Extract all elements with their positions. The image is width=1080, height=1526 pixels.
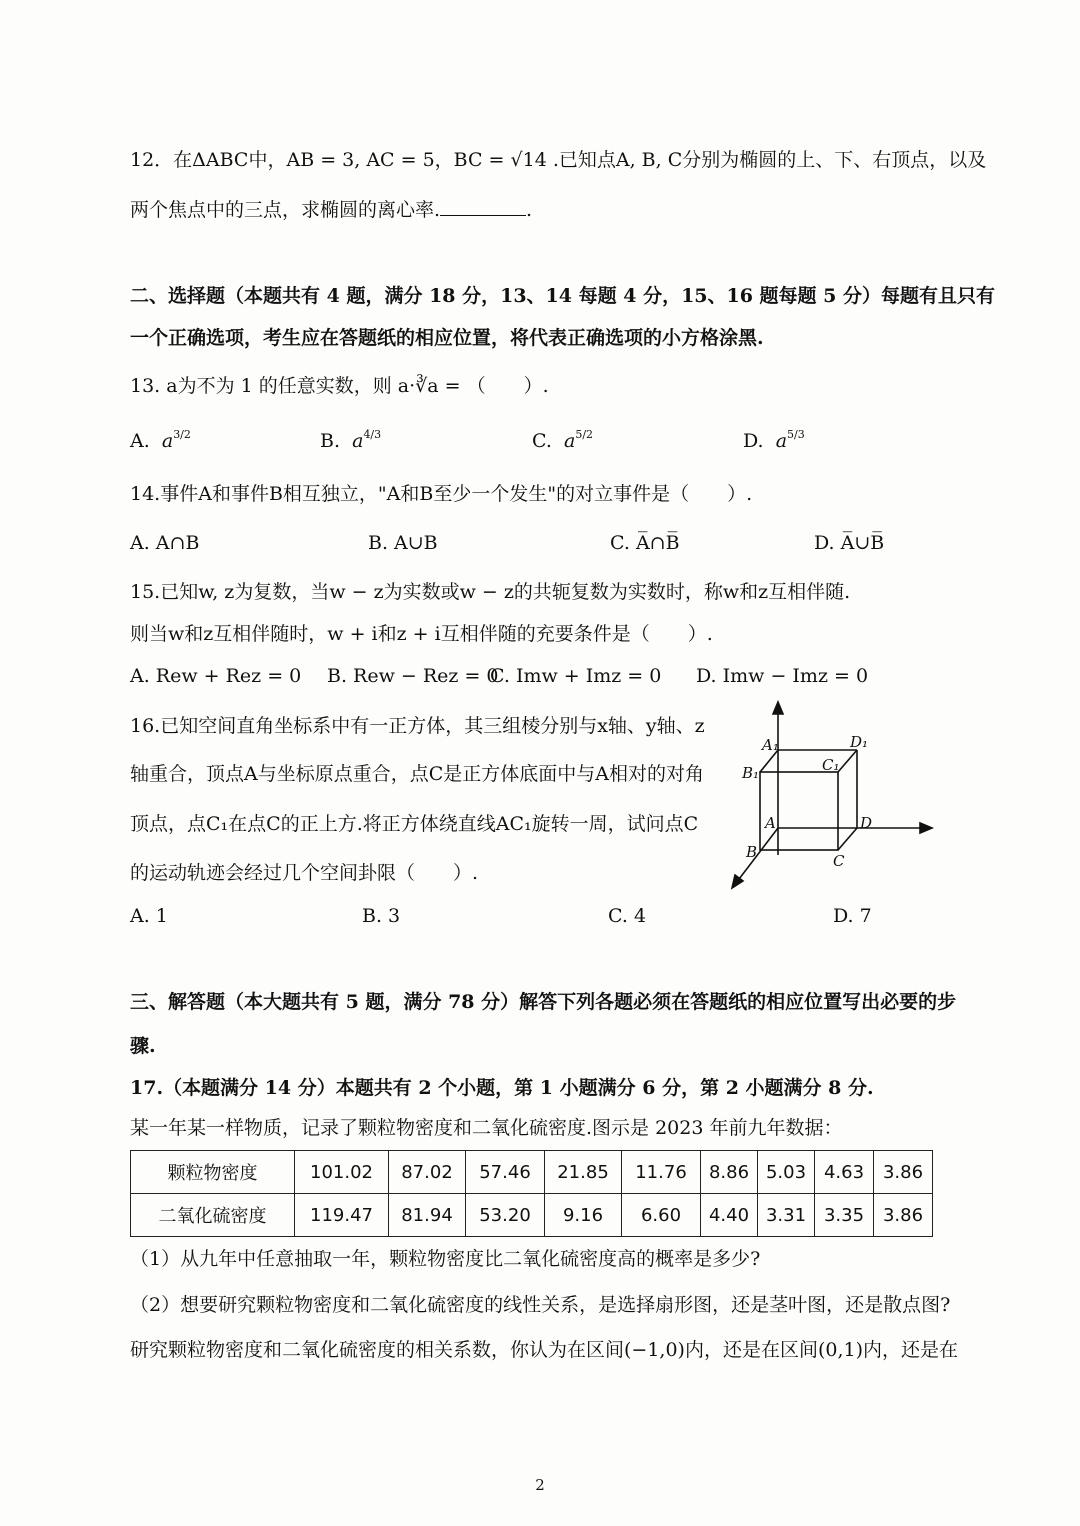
label-d1: D₁ [850, 733, 869, 751]
q13-option-d-label: D. [743, 430, 764, 452]
q13-option-b-label: B. [320, 430, 341, 452]
density-table [130, 1150, 933, 1237]
q13-option-c-exp: 5/2 [575, 428, 594, 441]
q13-option-c [532, 428, 593, 454]
table-cell: 3.35 [815, 1194, 874, 1237]
q15-line1: 15.已知w, z为复数，当w − z为实数或w − z的共轭复数为实数时，称w和z互相伴随. [130, 581, 851, 603]
table-cell: 9.16 [545, 1194, 622, 1237]
q13-stem: 13. a为不为 1 的任意实数，则 a·∛a = （ ）. [130, 375, 549, 397]
q13-option-b-exp: 4/3 [363, 428, 382, 441]
table-cell: 3.86 [874, 1151, 933, 1194]
q16-option-a: A. 1 [130, 905, 168, 927]
q17-header: 17.（本题满分 14 分）本题共有 2 个小题，第 1 小题满分 6 分，第 2 小题满分 8 分. [130, 1077, 874, 1099]
q14-option-b: B. A∪B [368, 532, 438, 554]
y-axis-arrow [920, 823, 932, 833]
q15-option-c: C. Imw + Imz = 0 [490, 665, 662, 687]
q14-option-d: D. A̅∪B̅ [814, 532, 885, 554]
label-a1: A₁ [762, 736, 779, 754]
table-cell: 4.40 [701, 1194, 758, 1237]
z-axis-arrow [773, 702, 783, 714]
table-cell: 53.20 [466, 1194, 545, 1237]
q17-sub1: （1）从九年中任意抽取一年，颗粒物密度比二氧化硫密度高的概率是多少? [130, 1248, 761, 1270]
edge-c1d1 [838, 750, 857, 772]
label-a: A [765, 814, 776, 832]
q12-line1: 12．在ΔABC中，AB = 3, AC = 5，BC = √14 .已知点A, B, C分别为椭圆的上、下、右顶点，以及 [130, 149, 987, 171]
q12-line2-end: . [526, 199, 533, 221]
table-cell: 8.86 [701, 1151, 758, 1194]
row-label-so2: 二氧化硫密度 [131, 1194, 295, 1237]
q15-option-a: A. Rew + Rez = 0 [130, 665, 302, 687]
q15-line2: 则当w和z互相伴随时，w + i和z + i互相伴随的充要条件是（ ）. [130, 623, 713, 645]
q17-sub2: （2）想要研究颗粒物密度和二氧化硫密度的线性关系，是选择扇形图，还是茎叶图，还是散点图? [130, 1294, 951, 1316]
table-row [131, 1151, 933, 1194]
table-cell: 119.47 [295, 1194, 389, 1237]
q13-option-c-base: a [564, 430, 576, 452]
section3-heading-line2: 骤. [130, 1035, 156, 1057]
q16-line3: 顶点，点C₁在点C的正上方.将正方体绕直线AC₁旋转一周，试问点C [130, 813, 699, 835]
q15-option-d: D. Imw − Imz = 0 [696, 665, 869, 687]
q13-option-d-exp: 5/3 [787, 428, 805, 441]
q13-option-c-label: C. [532, 430, 552, 452]
cube-front-face [760, 772, 838, 850]
label-d: D [860, 814, 873, 832]
q16-option-c: C. 4 [608, 905, 647, 927]
label-c: C [833, 852, 845, 870]
table-cell: 57.46 [466, 1151, 545, 1194]
table-cell: 101.02 [295, 1151, 389, 1194]
q13-option-d [743, 428, 805, 454]
q14-option-a: A. A∩B [130, 532, 200, 554]
q13-option-b-base: a [352, 430, 364, 452]
row-label-particulate: 颗粒物密度 [131, 1151, 295, 1194]
table-cell: 87.02 [389, 1151, 466, 1194]
page-number: 2 [535, 1476, 545, 1494]
q13-option-d-base: a [775, 430, 788, 452]
section2-heading-line1: 二、选择题（本题共有 4 题，满分 18 分，13、14 每题 4 分，15、16 题每题 5 分）每题有且只有 [130, 285, 996, 307]
q13-option-a [130, 428, 191, 454]
q16-option-d: D. 7 [833, 905, 872, 927]
q13-option-a-label: A. [130, 430, 150, 452]
q15-option-b: B. Rew − Rez = 0 [327, 665, 499, 687]
q17-intro: 某一年某一样物质，记录了颗粒物密度和二氧化硫密度.图示是 2023 年前九年数据： [130, 1117, 843, 1139]
q12-line2-text: 两个焦点中的三点，求椭圆的离心率. [130, 199, 441, 221]
q14-option-c: C. A̅∩B̅ [610, 532, 680, 554]
edge-cd [838, 828, 857, 850]
label-c1: C₁ [822, 756, 840, 774]
cube-diagram [720, 700, 950, 900]
q16-line2: 轴重合，顶点A与坐标原点重合，点C是正方体底面中与A相对的对角 [130, 763, 704, 785]
table-cell: 5.03 [758, 1151, 815, 1194]
q16-line1: 16.已知空间直角坐标系中有一正方体，其三组棱分别与x轴、y轴、z [130, 715, 705, 737]
table-cell: 3.86 [874, 1194, 933, 1237]
q13-option-a-exp: 3/2 [173, 428, 191, 441]
table-cell: 3.31 [758, 1194, 815, 1237]
q14-stem: 14.事件A和事件B相互独立，"A和B至少一个发生"的对立事件是（ ）. [130, 483, 753, 505]
table-cell: 11.76 [622, 1151, 701, 1194]
table-row [131, 1194, 933, 1237]
table-cell: 21.85 [545, 1151, 622, 1194]
q13-option-b [320, 428, 381, 454]
answer-blank [440, 197, 526, 216]
q12-line2 [130, 197, 532, 223]
label-b: B [746, 843, 758, 861]
q16-option-b: B. 3 [362, 905, 401, 927]
table-cell: 81.94 [389, 1194, 466, 1237]
section2-heading-line2: 一个正确选项，考生应在答题纸的相应位置，将代表正确选项的小方格涂黑. [130, 327, 764, 349]
table-cell: 4.63 [815, 1151, 874, 1194]
q13-option-a-base: a [161, 430, 174, 452]
q17-sub2-continued: 研究颗粒物密度和二氧化硫密度的相关系数，你认为在区间(−1,0)内，还是在区间(0,1)内，还是在 [130, 1339, 959, 1361]
label-b1: B₁ [742, 764, 760, 782]
q16-line4: 的运动轨迹会经过几个空间卦限（ ）. [130, 862, 479, 884]
table-cell: 6.60 [622, 1194, 701, 1237]
section3-heading-line1: 三、解答题（本大题共有 5 题，满分 78 分）解答下列各题必须在答题纸的相应位置写出必要的步 [130, 991, 957, 1013]
